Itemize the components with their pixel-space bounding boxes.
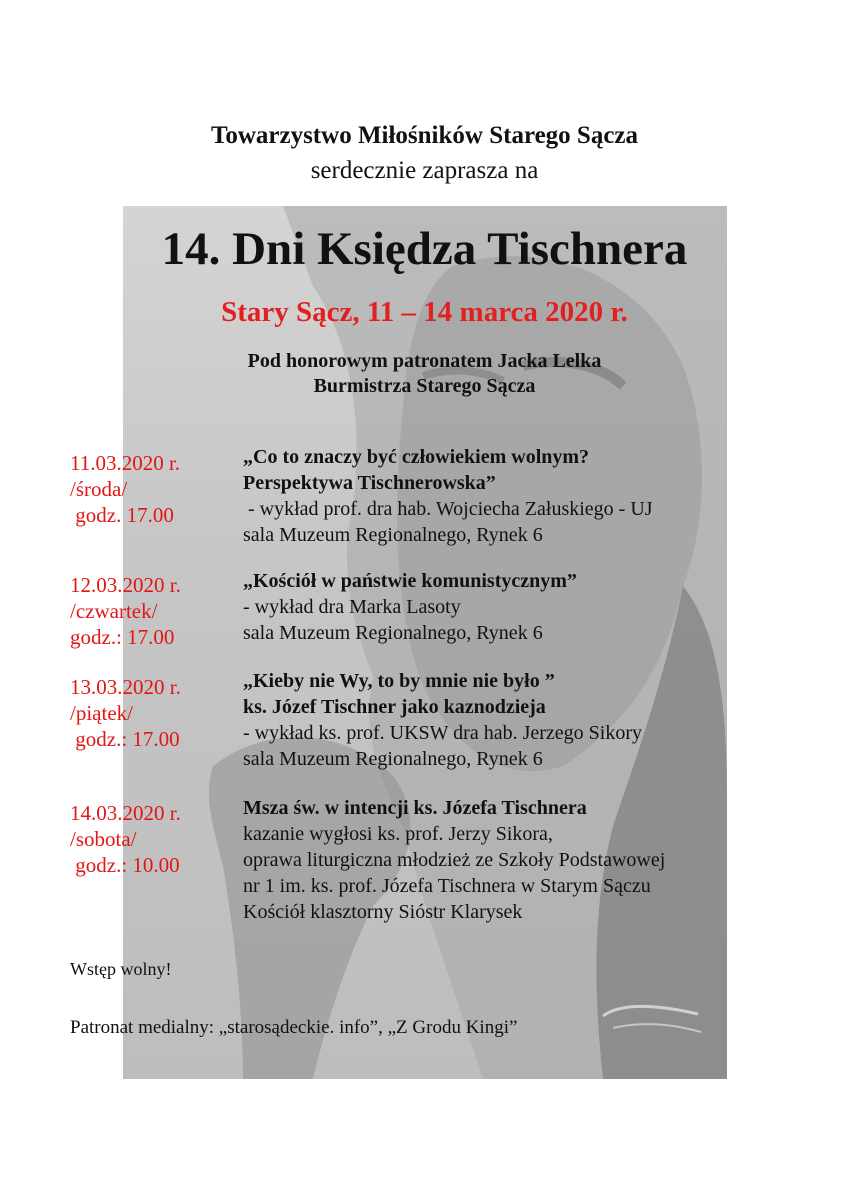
event-time: godz.: 17.00 [70,727,180,751]
event-detail: - wykład prof. dra hab. Wojciecha Załuskiego - UJ [243,498,653,520]
patronage-line-2: Burmistrza Starego Sącza [313,375,536,397]
event-title: 14. Dni Księdza Tischnera [161,223,688,275]
event-lecture-title: „Co to znaczy być człowiekiem wolnym? [243,446,590,468]
event-detail: Kościół klasztorny Sióstr Klarysek [243,901,523,923]
event-4-date-block [70,800,181,878]
invitation-text: serdecznie zaprasza na [310,157,539,184]
event-detail: - wykład ks. prof. UKSW dra hab. Jerzego Sikory [243,722,642,744]
event-lecture-title: „Kieby nie Wy, to by mnie nie było ” [243,670,555,692]
event-date: 11.03.2020 r. [70,451,181,475]
event-1-description [243,444,653,548]
event-day: /piątek/ [70,701,133,725]
event-date: 12.03.2020 r. [70,573,181,597]
event-day: /czwartek/ [70,599,158,623]
event-time: godz.: 17.00 [70,625,175,649]
event-lecture-title: Perspektywa Tischnerowska” [243,472,496,494]
event-day: /sobota/ [70,827,137,851]
event-day: /środa/ [70,477,128,501]
event-time: godz.: 10.00 [70,853,180,877]
event-detail: kazanie wygłosi ks. prof. Jerzy Sikora, [243,823,553,845]
event-detail: sala Muzeum Regionalnego, Rynek 6 [243,524,543,546]
event-lecture-title: „Kościół w państwie komunistycznym” [243,570,577,592]
event-detail: sala Muzeum Regionalnego, Rynek 6 [243,748,543,770]
event-3-description [243,668,642,772]
event-detail: sala Muzeum Regionalnego, Rynek 6 [243,622,543,644]
event-1-date-block [70,450,180,528]
event-detail: - wykład dra Marka Lasoty [243,596,461,618]
event-detail: nr 1 im. ks. prof. Józefa Tischnera w Starym Sączu [243,875,651,897]
event-place-dates: Stary Sącz, 11 – 14 marca 2020 r. [221,296,628,328]
event-2-description [243,568,577,646]
organization-name: Towarzystwo Miłośników Starego Sącza [210,122,639,149]
event-4-description [243,795,665,925]
free-entry-note: Wstęp wolny! [70,959,172,979]
event-time: godz. 17.00 [70,503,174,527]
event-date: 13.03.2020 r. [70,675,181,699]
event-2-date-block [70,572,181,650]
media-patronage: Patronat medialny: „starosądeckie. info”, „Z Grodu Kingi” [70,1017,518,1038]
event-date: 14.03.2020 r. [70,801,181,825]
event-lecture-title: Msza św. w intencji ks. Józefa Tischnera [243,797,587,819]
event-3-date-block [70,674,181,752]
event-detail: oprawa liturgiczna młodzież ze Szkoły Podstawowej [243,849,666,871]
patronage-line-1: Pod honorowym patronatem Jacka Lelka [247,350,602,372]
event-lecture-title: ks. Józef Tischner jako kaznodzieja [243,696,546,718]
